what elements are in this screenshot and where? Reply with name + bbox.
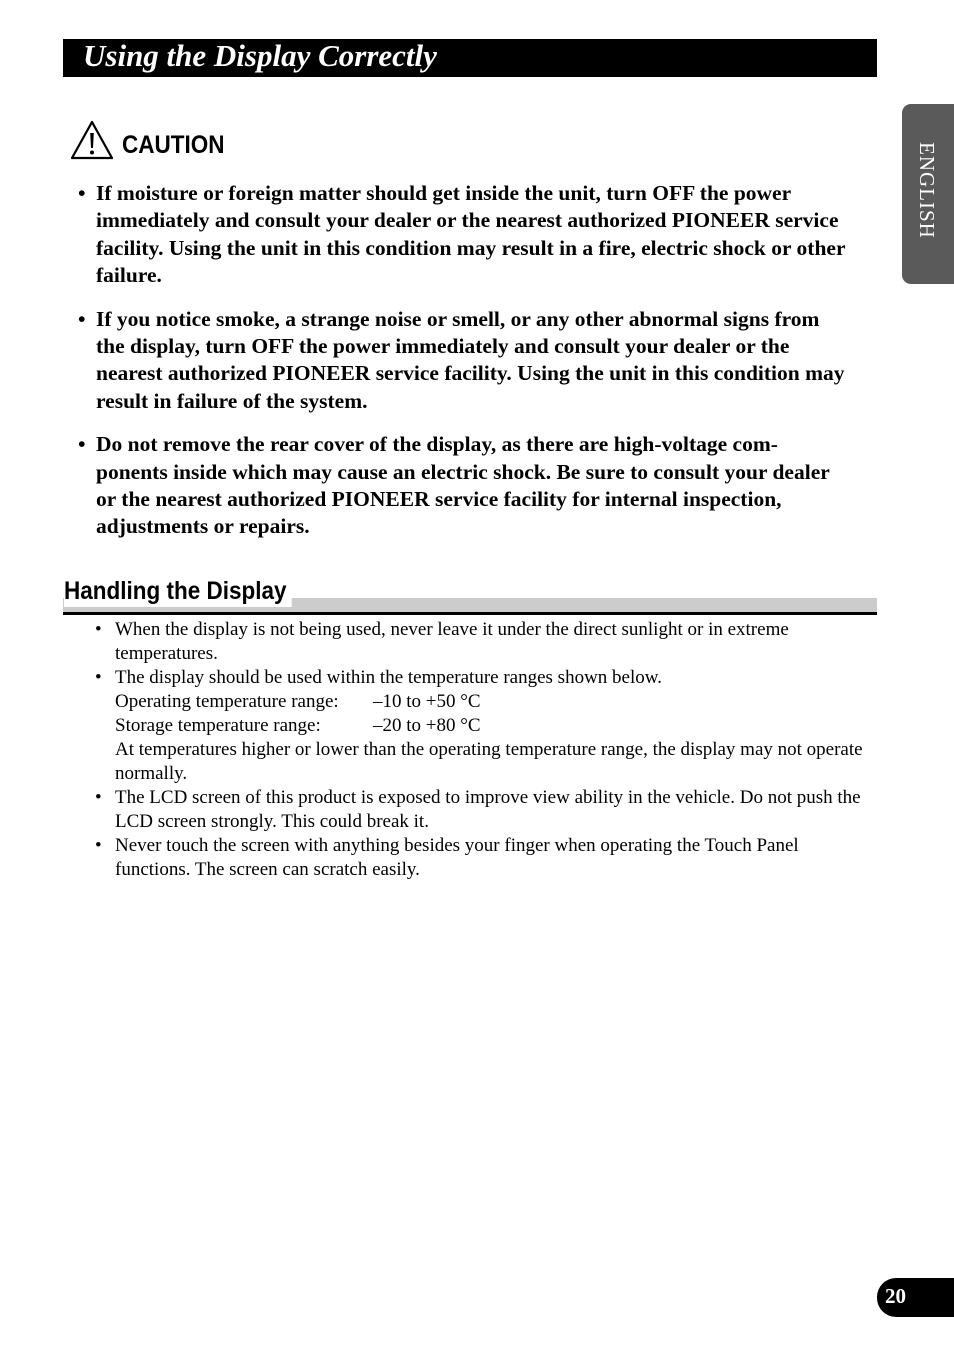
storage-temperature-label: Storage temperature range: [115, 715, 321, 736]
list-item-text: The LCD screen of this product is exposed to improve view ability in the vehicle. Do not push the LCD screen strongly. This could break it. [115, 787, 861, 832]
caution-item-text: If moisture or foreign matter should get inside the unit, turn OFF the power immediately and consult your dealer or the nearest authorized PIONEER service facility. Using the unit in this condition may result in a fire, electric shock or other failure. [96, 181, 846, 287]
caution-item [78, 180, 848, 289]
page-title: Using the Display Correctly [83, 38, 437, 73]
operating-temperature-row [115, 690, 865, 714]
caution-item-text: Do not remove the rear cover of the display, as there are high-voltage com-ponents inside which may cause an electric shock. Be sure to consult your dealer or the nearest authorized PIONEER service facility for internal inspection, adjustments or repairs. [96, 432, 830, 539]
bullet: • [78, 181, 86, 205]
language-tab [902, 104, 954, 284]
temperature-note: At temperatures higher or lower than the operating temperature range, the display may not operate normally. [115, 739, 863, 784]
bullet: • [95, 787, 102, 808]
list-item-text: Never touch the screen with anything besides your finger when operating the Touch Panel functions. The screen can scratch easily. [115, 835, 799, 880]
caution-item [78, 431, 848, 540]
list-item [95, 666, 865, 786]
list-item-text: The display should be used within the temperature ranges shown below. [115, 667, 663, 688]
list-item [95, 834, 865, 882]
storage-temperature-value: –20 to +80 °C [373, 715, 481, 736]
page-number-tab [877, 1278, 954, 1317]
title-bar [63, 39, 877, 77]
bullet: • [78, 432, 86, 457]
operating-temperature-value: –10 to +50 °C [373, 691, 481, 712]
list-item [95, 786, 865, 834]
warning-triangle-icon [70, 120, 114, 162]
caution-label: CAUTION [122, 131, 225, 159]
bullet: • [95, 835, 102, 856]
section-heading [63, 574, 877, 615]
list-item-text: When the display is not being used, never leave it under the direct sunlight or in extreme temperatures. [115, 619, 789, 664]
caution-item [78, 306, 848, 415]
storage-temperature-row [115, 714, 865, 738]
page-number: 20 [885, 1284, 906, 1308]
bullet: • [95, 619, 102, 640]
caution-item-text: If you notice smoke, a strange noise or smell, or any other abnormal signs from the display, turn OFF the power immediately and consult your dealer or the nearest authorized PIONEER service facility. Using the unit in this condition may result in failure of the system. [96, 306, 845, 413]
section-title: Handling the Display [64, 575, 292, 607]
bullet: • [95, 667, 102, 688]
caution-list [78, 180, 848, 557]
caution-heading [70, 120, 370, 162]
list-item [95, 618, 865, 666]
language-label: ENGLISH [915, 142, 939, 239]
handling-list [95, 618, 865, 882]
operating-temperature-label: Operating temperature range: [115, 691, 339, 712]
bullet: • [78, 306, 86, 331]
